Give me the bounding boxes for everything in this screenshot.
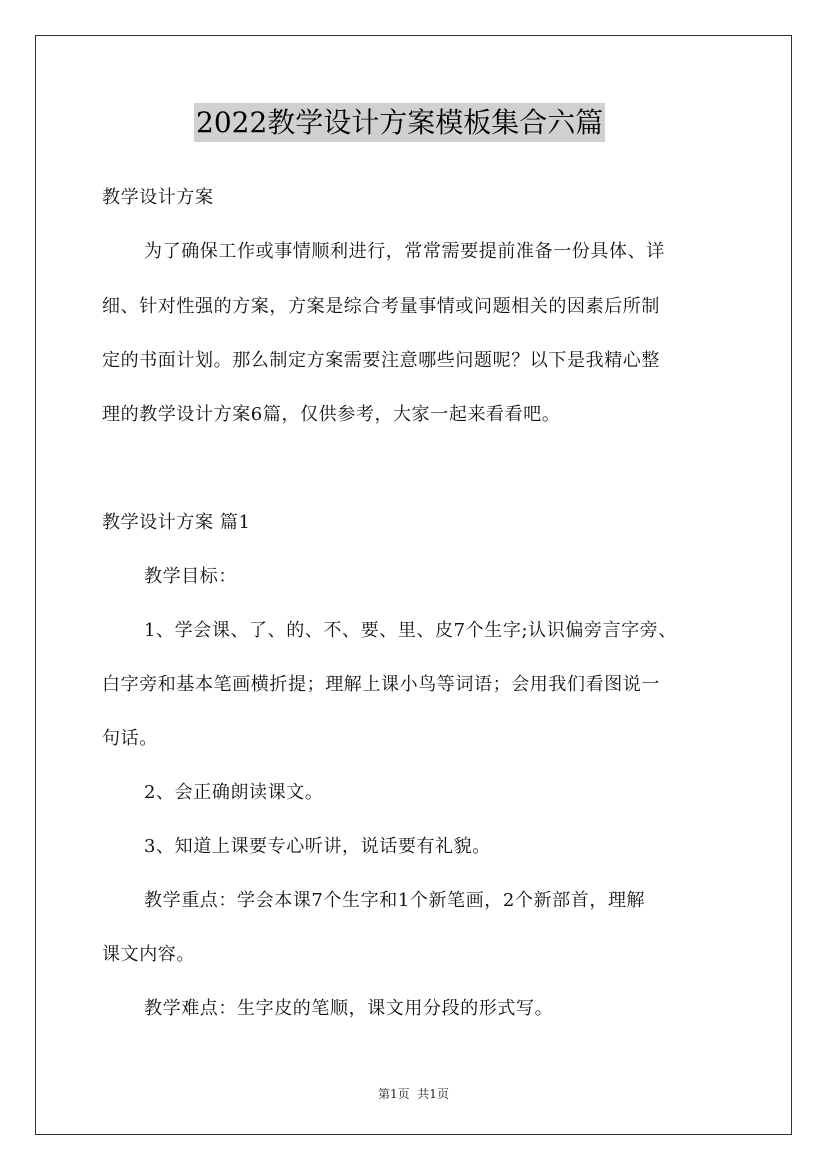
key-points-line-1: 教学重点：学会本课7个生字和1个新笔画，2个新部首，理解	[144, 890, 646, 911]
goal3-line: 3、知道上课要专心听讲，说话要有礼貌。	[144, 836, 491, 857]
intro-line-4: 理的教学设计方案6篇，仅供参考，大家一起来看看吧。	[102, 404, 561, 425]
goal1-line-2: 白字旁和基本笔画横折提；理解上课小鸟等词语；会用我们看图说一	[102, 674, 660, 695]
intro-line-3: 定的书面计划。那么制定方案需要注意哪些问题呢？以下是我精心整	[102, 350, 660, 371]
key-points-line-2: 课文内容。	[102, 944, 195, 965]
intro-heading: 教学设计方案	[102, 187, 214, 208]
goal2-line: 2、会正确朗读课文。	[144, 782, 324, 803]
intro-line-1: 为了确保工作或事情顺利进行，常常需要提前准备一份具体、详	[144, 241, 665, 262]
document-title: 2022教学设计方案模板集合六篇	[194, 103, 605, 142]
goal1-line-3: 句话。	[102, 728, 158, 749]
difficulty-line: 教学难点：生字皮的笔顺，课文用分段的形式写。	[144, 998, 554, 1019]
intro-line-2: 细、针对性强的方案，方案是综合考量事情或问题相关的因素后所制	[102, 296, 660, 317]
goal1-line-1: 1、学会课、了、的、不、要、里、皮7个生字;认识偏旁言字旁、	[144, 620, 677, 641]
page-footer: 第1页 共1页	[378, 1087, 449, 1101]
section1-heading: 教学设计方案 篇1	[102, 512, 251, 533]
goals-label: 教学目标：	[144, 566, 237, 587]
